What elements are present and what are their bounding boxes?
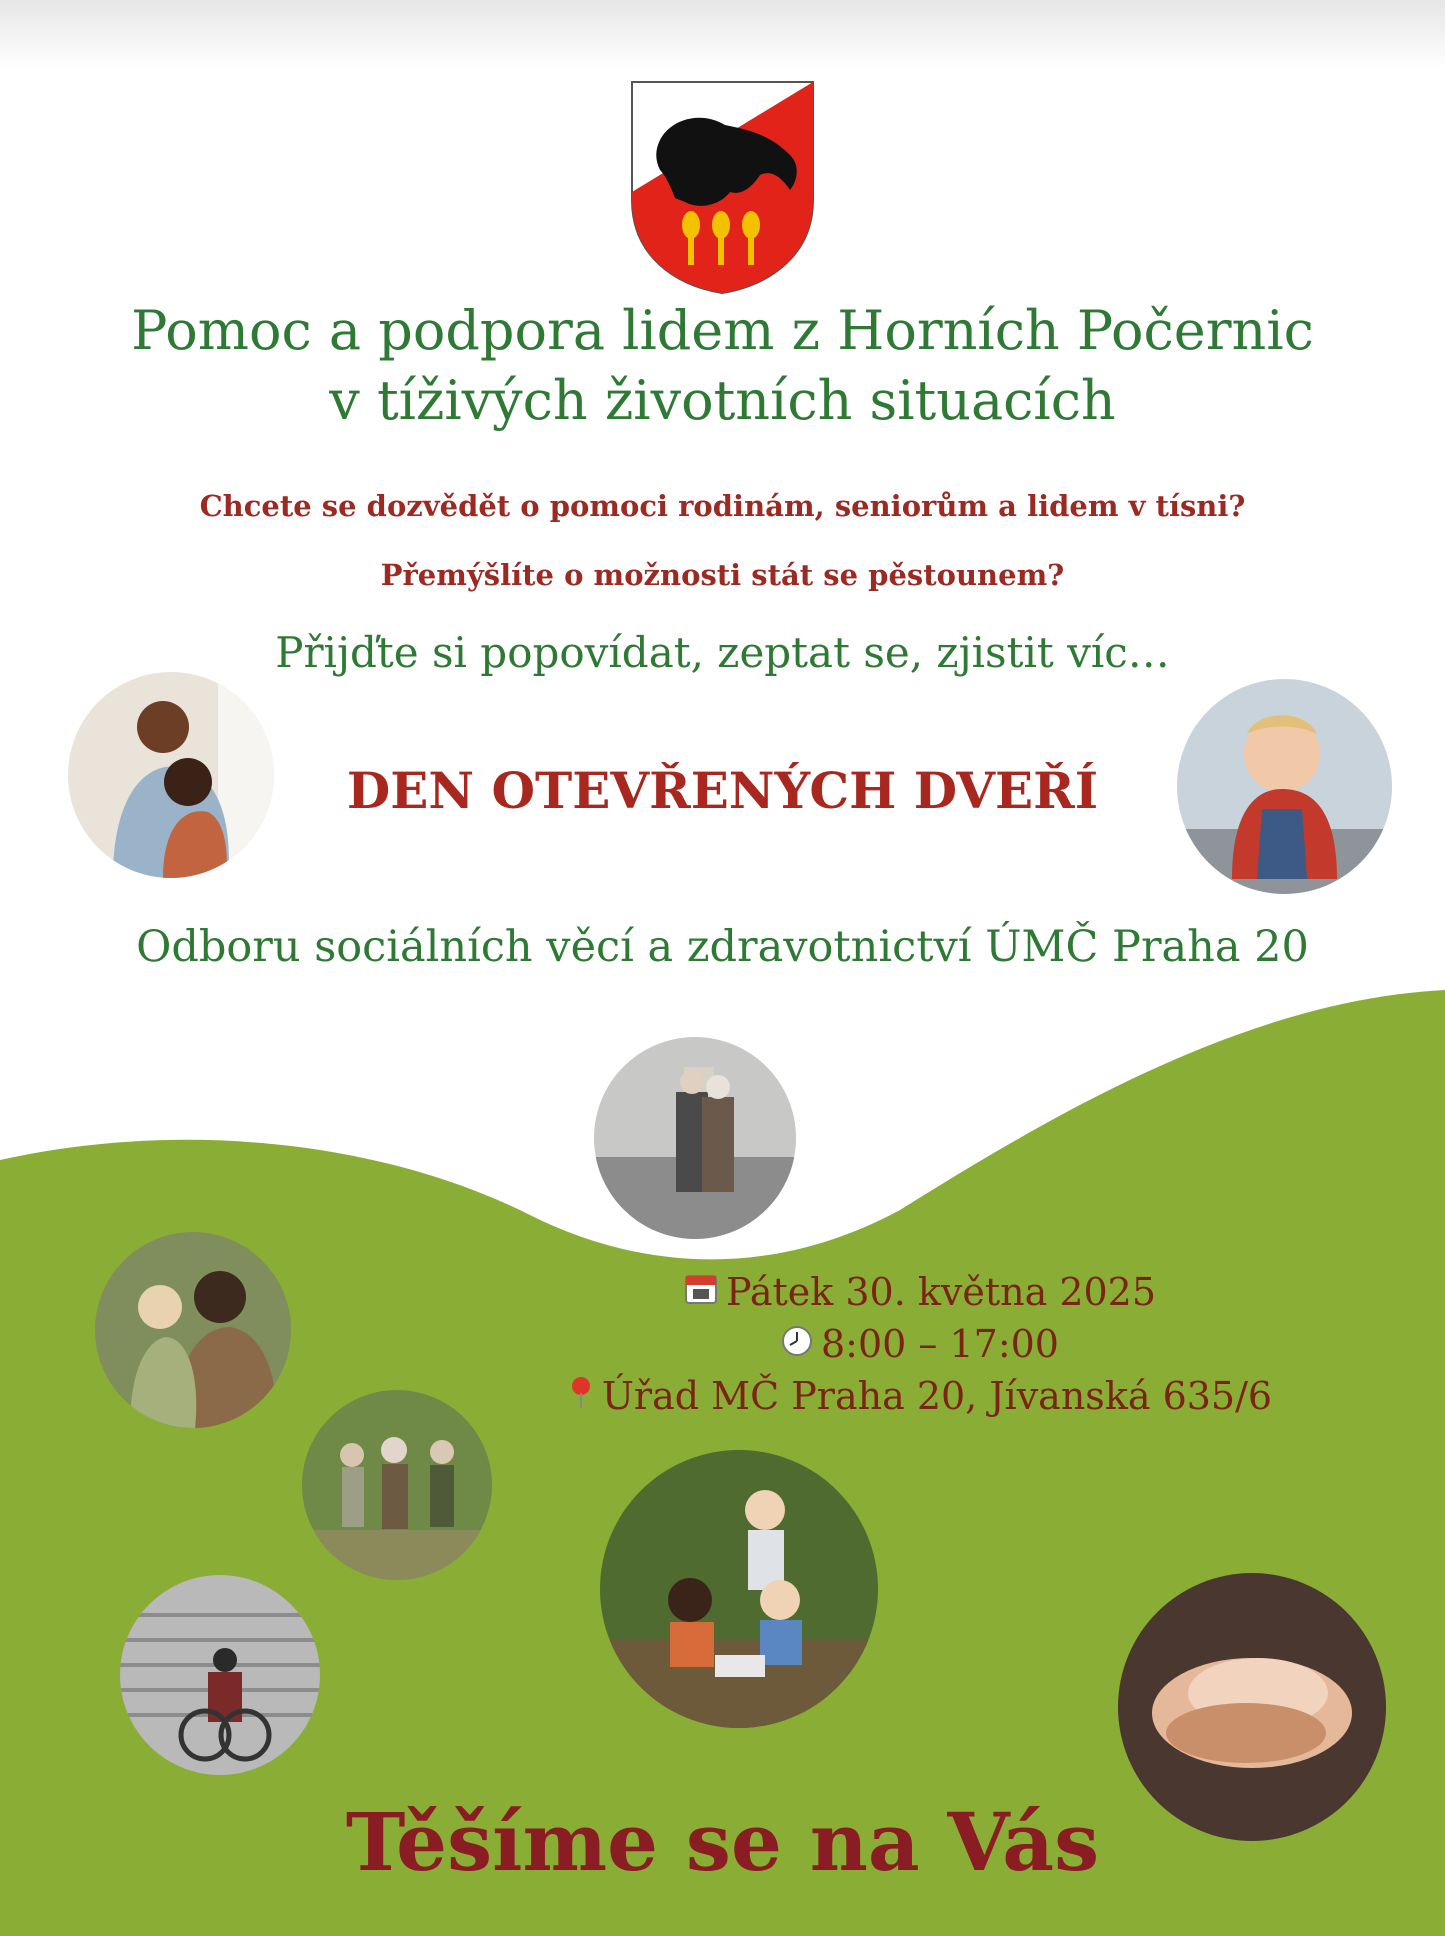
event-time-text: 8:00 – 17:00: [820, 1322, 1059, 1366]
photo-seniors-running: [302, 1390, 492, 1580]
event-date-text: Pátek 30. května 2025: [725, 1270, 1157, 1314]
photo-wheelchair-stairs: [120, 1575, 320, 1775]
title-line-1: Pomoc a podpora lidem z Horních Počernic: [131, 299, 1314, 362]
coat-of-arms-logo: [630, 80, 815, 295]
event-name: DEN OTEVŘENÝCH DVEŘÍ: [346, 761, 1099, 820]
photo-children-in-forest: [600, 1450, 878, 1728]
question-families: Chcete se dozvědět o pomoci rodinám, seniorům a lidem v tísni?: [199, 489, 1246, 523]
photo-elderly-couple-walking: [594, 1037, 796, 1239]
pin-icon: [568, 1374, 594, 1418]
closing-message: Těšíme se na Vás: [345, 1795, 1100, 1889]
event-place-text: Úřad MČ Praha 20, Jívanská 635/6: [601, 1374, 1273, 1418]
title-line-2: v tíživých životních situacích: [329, 369, 1116, 432]
question-foster: Přemýšlíte o možnosti stát se pěstounem?: [380, 558, 1065, 592]
photo-smiling-child: [1177, 679, 1392, 894]
event-date: [560, 1270, 1280, 1314]
event-place: [560, 1374, 1280, 1418]
calendar-icon: [684, 1270, 718, 1314]
photo-father-with-child: [95, 1232, 291, 1428]
page-title: [0, 296, 1445, 436]
photo-mother-hugging-child: [68, 672, 274, 878]
clock-icon: [781, 1322, 813, 1366]
department-name: Odboru sociálních věcí a zdravotnictví ÚMČ Praha 20: [136, 922, 1309, 972]
event-time: [560, 1322, 1280, 1366]
invitation-text: Přijďte si popovídat, zeptat se, zjistit víc…: [275, 628, 1170, 677]
